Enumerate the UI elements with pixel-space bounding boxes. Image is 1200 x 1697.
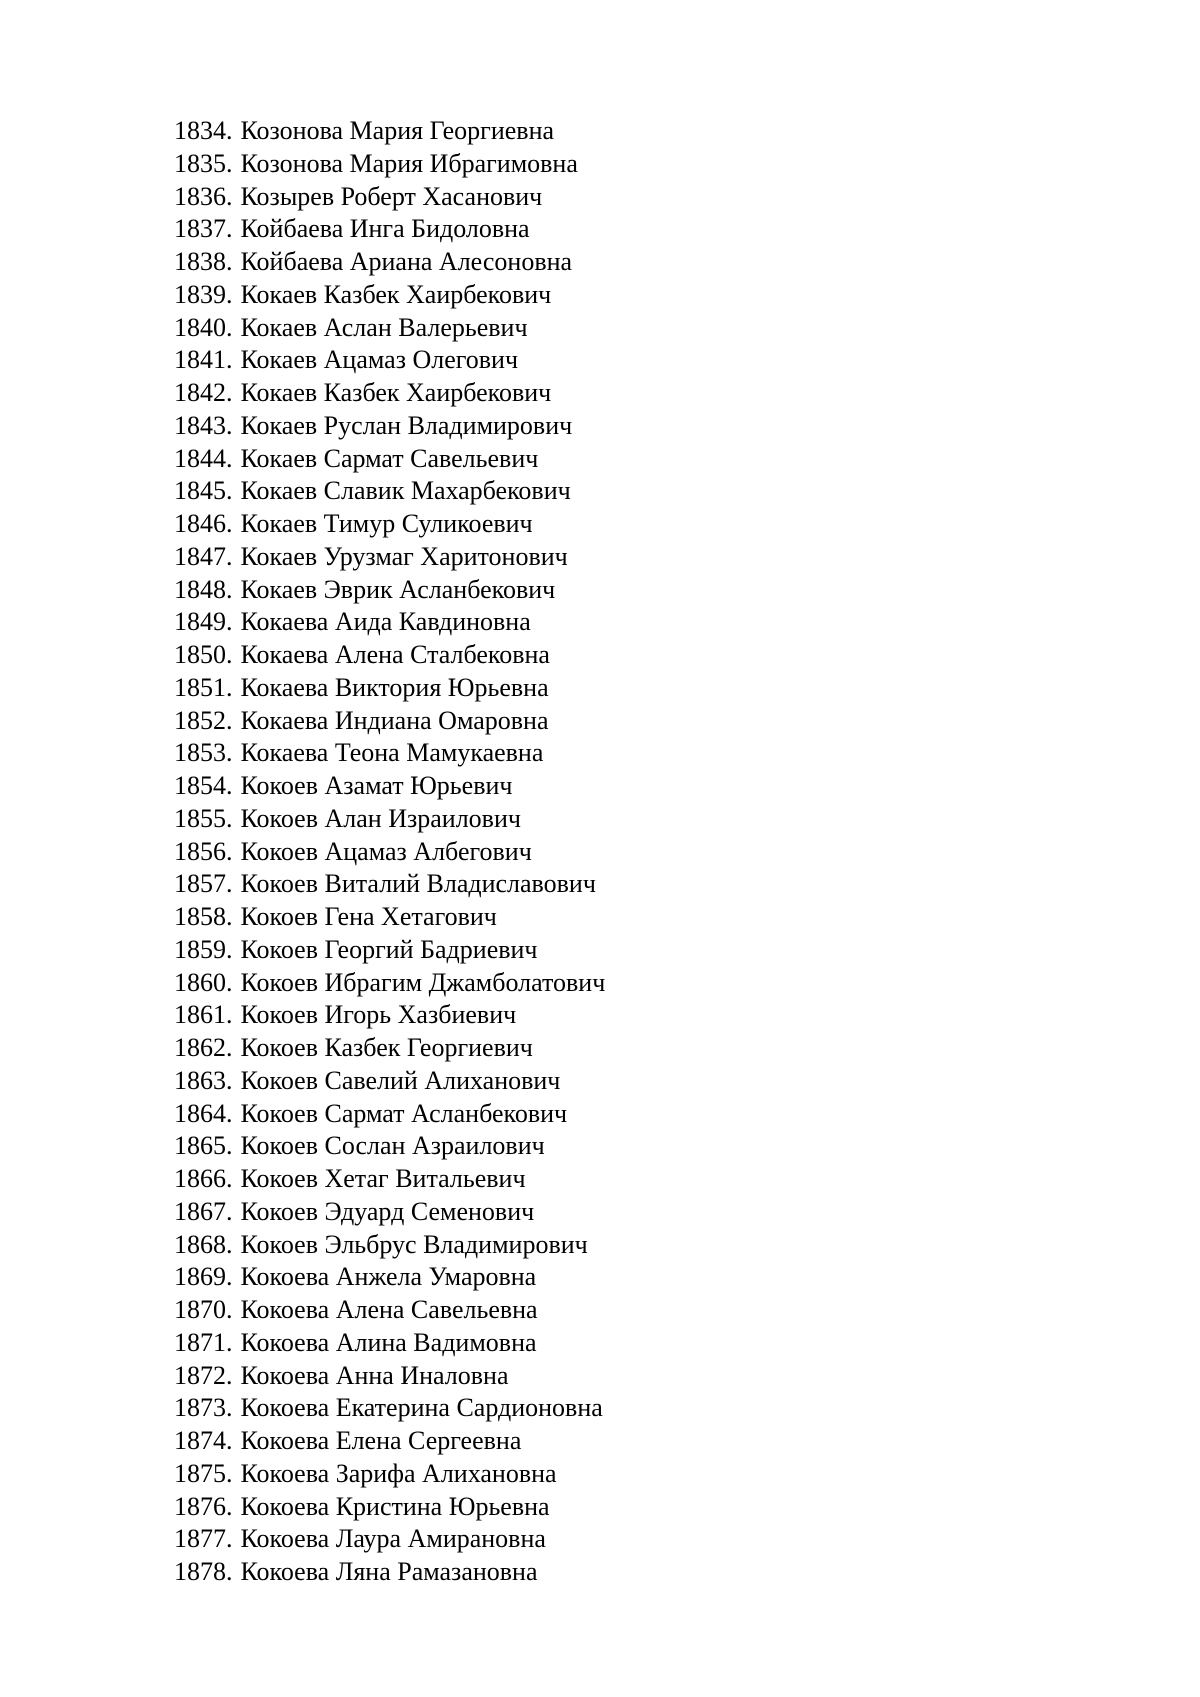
entry-name: Кокоев Хетаг Витальевич bbox=[240, 1164, 526, 1193]
entry-name: Козонова Мария Георгиевна bbox=[240, 116, 555, 145]
list-item bbox=[174, 1229, 605, 1262]
entry-number: 1876. bbox=[174, 1491, 233, 1521]
list-item bbox=[174, 1032, 605, 1065]
entry-name: Кокоев Азамат Юрьевич bbox=[240, 771, 513, 800]
list-item bbox=[174, 1294, 605, 1327]
list-item bbox=[174, 344, 605, 377]
entry-number: 1834. bbox=[174, 116, 233, 145]
entry-name: Кокаев Эврик Асланбекович bbox=[240, 574, 556, 604]
entry-number: 1835. bbox=[174, 148, 233, 178]
entry-number: 1867. bbox=[174, 1196, 233, 1226]
entry-number: 1845. bbox=[174, 476, 233, 506]
list-item bbox=[174, 1065, 605, 1098]
entry-number: 1868. bbox=[174, 1229, 233, 1259]
entry-name: Кокоев Игорь Хазбиевич bbox=[240, 1000, 517, 1030]
entry-name: Кокаева Теона Мамукаевна bbox=[240, 738, 544, 768]
entry-name: Кокоев Ацамаз Албегович bbox=[240, 836, 532, 866]
name-list bbox=[174, 115, 605, 1589]
entry-number: 1869. bbox=[174, 1262, 233, 1292]
list-item bbox=[174, 868, 605, 901]
entry-name: Койбаева Инга Бидоловна bbox=[240, 214, 530, 244]
entry-number: 1843. bbox=[174, 410, 233, 440]
list-item bbox=[174, 1523, 605, 1556]
entry-name: Кокоев Сослан Азраилович bbox=[240, 1131, 545, 1161]
entry-number: 1864. bbox=[174, 1098, 233, 1128]
entry-number: 1877. bbox=[174, 1524, 233, 1554]
entry-number: 1844. bbox=[174, 443, 233, 473]
entry-name: Койбаева Ариана Алесоновна bbox=[240, 247, 573, 276]
entry-number: 1875. bbox=[174, 1458, 233, 1488]
entry-number: 1878. bbox=[174, 1557, 233, 1586]
list-item bbox=[174, 410, 605, 443]
list-item bbox=[174, 1098, 605, 1131]
entry-number: 1839. bbox=[174, 279, 233, 309]
entry-name: Кокоева Елена Сергеевна bbox=[240, 1426, 522, 1455]
entry-number: 1861. bbox=[174, 1000, 233, 1030]
entry-name: Кокоев Казбек Георгиевич bbox=[240, 1033, 533, 1062]
list-item bbox=[174, 1458, 605, 1491]
entry-name: Кокоева Анжела Умаровна bbox=[240, 1262, 537, 1292]
list-item bbox=[174, 312, 605, 345]
entry-number: 1851. bbox=[174, 672, 233, 702]
list-item bbox=[174, 1491, 605, 1524]
entry-number: 1874. bbox=[174, 1426, 233, 1455]
entry-name: Кокоева Анна Иналовна bbox=[240, 1360, 509, 1390]
list-item bbox=[174, 901, 605, 934]
entry-number: 1840. bbox=[174, 312, 233, 342]
entry-name: Кокаев Тимур Суликоевич bbox=[240, 509, 533, 538]
list-item bbox=[174, 115, 605, 148]
entry-name: Кокаева Аида Кавдиновна bbox=[240, 607, 531, 637]
list-item bbox=[174, 672, 605, 705]
entry-number: 1862. bbox=[174, 1033, 233, 1062]
entry-name: Кокаев Казбек Хаирбекович bbox=[240, 279, 552, 309]
entry-name: Кокаев Сармат Савельевич bbox=[240, 443, 539, 473]
list-item bbox=[174, 1425, 605, 1458]
entry-number: 1873. bbox=[174, 1393, 233, 1423]
list-item bbox=[174, 1163, 605, 1196]
entry-number: 1870. bbox=[174, 1295, 233, 1324]
list-item bbox=[174, 1196, 605, 1229]
entry-number: 1841. bbox=[174, 345, 233, 375]
entry-name: Кокоева Лаура Амирановна bbox=[240, 1524, 546, 1554]
list-item bbox=[174, 377, 605, 410]
list-item bbox=[174, 181, 605, 214]
entry-number: 1849. bbox=[174, 607, 233, 637]
entry-number: 1863. bbox=[174, 1065, 233, 1095]
entry-number: 1848. bbox=[174, 574, 233, 604]
list-item bbox=[174, 475, 605, 508]
list-item bbox=[174, 148, 605, 181]
list-item bbox=[174, 705, 605, 738]
list-item bbox=[174, 1360, 605, 1393]
entry-number: 1838. bbox=[174, 247, 233, 276]
entry-name: Кокоев Эльбрус Владимирович bbox=[240, 1229, 588, 1259]
entry-name: Кокоев Эдуард Семенович bbox=[240, 1196, 535, 1226]
list-item bbox=[174, 836, 605, 869]
entry-name: Кокоев Алан Израилович bbox=[240, 803, 521, 833]
list-item bbox=[174, 1392, 605, 1425]
entry-number: 1856. bbox=[174, 836, 233, 866]
entry-number: 1857. bbox=[174, 869, 233, 899]
list-item bbox=[174, 246, 605, 279]
list-item bbox=[174, 541, 605, 574]
list-item bbox=[174, 770, 605, 803]
entry-name: Кокаева Алена Сталбековна bbox=[240, 640, 550, 669]
entry-name: Козырев Роберт Хасанович bbox=[240, 181, 543, 211]
entry-name: Кокаев Аслан Валерьевич bbox=[240, 312, 528, 342]
entry-number: 1836. bbox=[174, 181, 233, 211]
entry-name: Кокоев Гена Хетагович bbox=[240, 902, 497, 931]
list-item bbox=[174, 574, 605, 607]
entry-number: 1858. bbox=[174, 902, 233, 931]
entry-number: 1846. bbox=[174, 509, 233, 538]
entry-name: Кокоев Георгий Бадриевич bbox=[240, 934, 538, 964]
list-item bbox=[174, 1130, 605, 1163]
entry-number: 1842. bbox=[174, 378, 233, 407]
entry-number: 1847. bbox=[174, 541, 233, 571]
entry-number: 1860. bbox=[174, 967, 233, 997]
entry-name: Кокаев Урузмаг Харитонович bbox=[240, 541, 568, 571]
list-item bbox=[174, 508, 605, 541]
entry-number: 1852. bbox=[174, 705, 233, 735]
entry-name: Кокоева Алина Вадимовна bbox=[240, 1327, 537, 1357]
entry-name: Кокоев Сармат Асланбекович bbox=[240, 1098, 568, 1128]
list-item bbox=[174, 737, 605, 770]
list-item bbox=[174, 803, 605, 836]
list-item bbox=[174, 967, 605, 1000]
list-item bbox=[174, 279, 605, 312]
entry-name: Кокоева Зарифа Алихановна bbox=[240, 1458, 557, 1488]
list-item bbox=[174, 443, 605, 476]
list-item bbox=[174, 934, 605, 967]
entry-name: Кокаев Руслан Владимирович bbox=[240, 410, 573, 440]
list-item bbox=[174, 1327, 605, 1360]
entry-name: Кокаев Славик Махарбекович bbox=[240, 476, 571, 506]
entry-name: Кокоева Кристина Юрьевна bbox=[240, 1491, 550, 1521]
entry-name: Кокоева Алена Савельевна bbox=[240, 1295, 538, 1324]
entry-number: 1865. bbox=[174, 1131, 233, 1161]
entry-number: 1866. bbox=[174, 1164, 233, 1193]
entry-name: Кокоев Ибрагим Джамболатович bbox=[240, 967, 606, 997]
entry-name: Кокаев Ацамаз Олегович bbox=[240, 345, 519, 375]
list-item bbox=[174, 213, 605, 246]
list-item bbox=[174, 1556, 605, 1589]
entry-number: 1871. bbox=[174, 1327, 233, 1357]
list-item bbox=[174, 639, 605, 672]
entry-number: 1850. bbox=[174, 640, 233, 669]
entry-name: Козонова Мария Ибрагимовна bbox=[240, 148, 578, 178]
entry-number: 1855. bbox=[174, 803, 233, 833]
entry-name: Кокоев Виталий Владиславович bbox=[240, 869, 596, 899]
entry-number: 1837. bbox=[174, 214, 233, 244]
entry-number: 1854. bbox=[174, 771, 233, 800]
entry-name: Кокоева Ляна Рамазановна bbox=[240, 1557, 538, 1586]
entry-number: 1859. bbox=[174, 934, 233, 964]
list-item bbox=[174, 999, 605, 1032]
list-item bbox=[174, 1261, 605, 1294]
entry-number: 1853. bbox=[174, 738, 233, 768]
entry-name: Кокоев Савелий Алиханович bbox=[240, 1065, 561, 1095]
entry-name: Кокаев Казбек Хаирбекович bbox=[240, 378, 552, 407]
entry-name: Кокаева Индиана Омаровна bbox=[240, 705, 549, 735]
entry-number: 1872. bbox=[174, 1360, 233, 1390]
list-item bbox=[174, 606, 605, 639]
entry-name: Кокоева Екатерина Сардионовна bbox=[240, 1393, 603, 1423]
entry-name: Кокаева Виктория Юрьевна bbox=[240, 672, 549, 702]
